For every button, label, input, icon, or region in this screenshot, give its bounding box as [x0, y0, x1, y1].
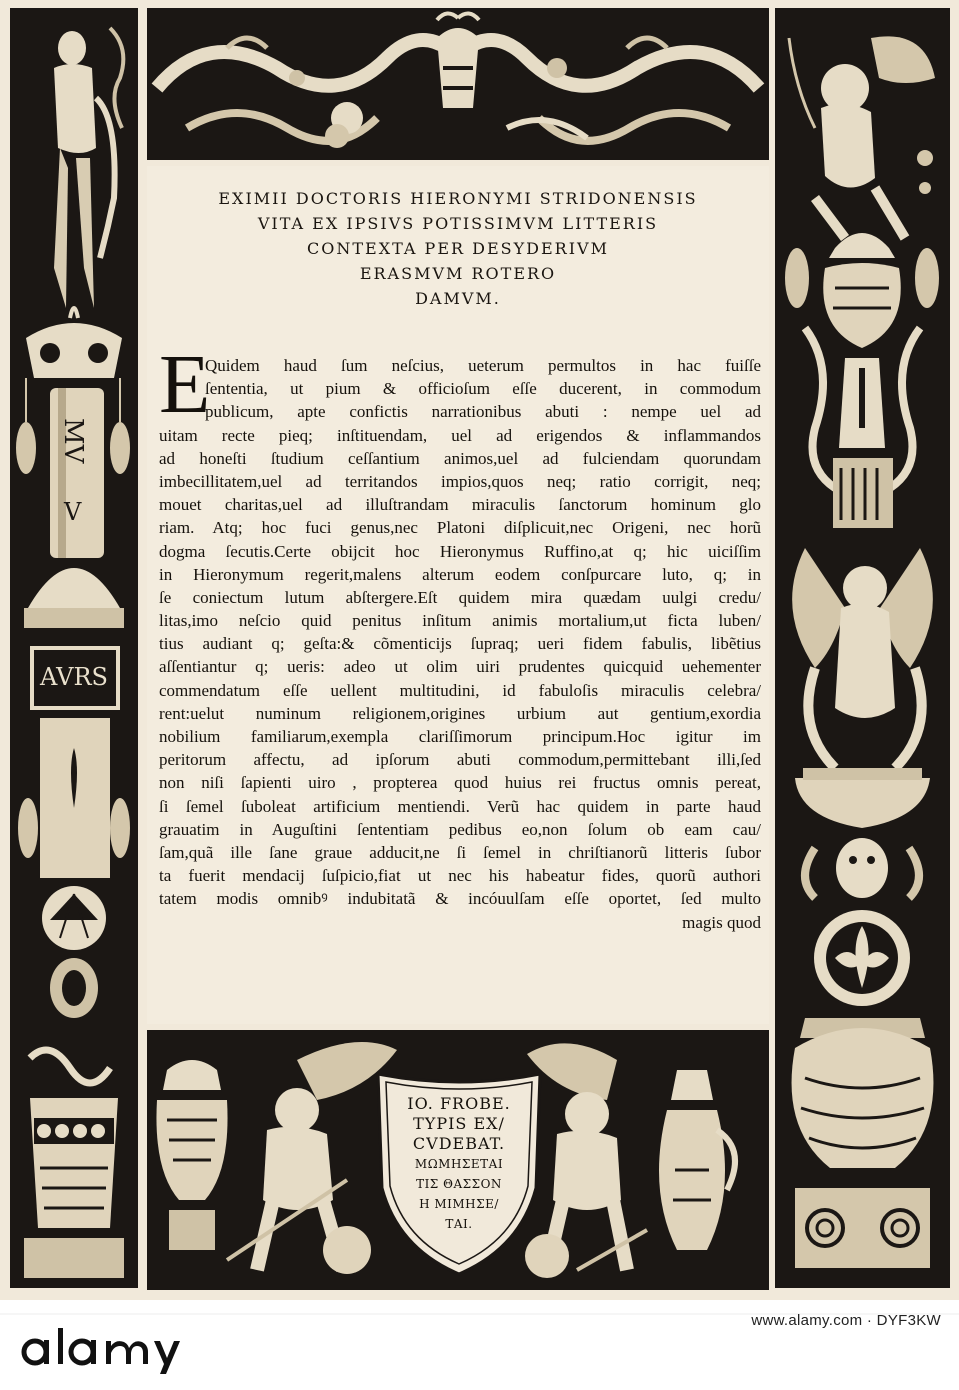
drop-capital: E: [159, 338, 211, 431]
heading-line: VITA EX IPSIVS POTISSIMVM LITTERIS: [257, 214, 659, 233]
text-line: rent:uelut numinum religionem,origines urbium aut gentium,exordia: [159, 703, 761, 723]
text-line: litas,imo neſcio quid penitus inſitum animis mortalium,ut ficta luben/: [159, 611, 761, 631]
heading-line: ERASMVM ROTERO: [359, 264, 557, 283]
text-line: ſententia, ut pium & officioſum eſſe ducerent, in commodum: [205, 379, 761, 399]
left-woodcut-border: [10, 8, 138, 1288]
text-line: ſi ſemel ſuboleat artificium mentiendi. Verũ hac quidem in parte haud: [159, 796, 761, 816]
text-line: grauatim in Auguſtini ſententiam pedibus eo,non ſolum ob eam cau/: [159, 819, 761, 839]
imprint-greek-line: Η ΜΙΜΗΣΕ/: [419, 1197, 499, 1211]
heading-line: EXIMII DOCTORIS HIERONYMI STRIDONENSIS: [218, 189, 698, 208]
text-line: aſſentiantur q; ueris: adeo ut olim uiri prudentes quicquid uehementer: [159, 657, 761, 677]
text-line: ſam,quã ille ſane graue adducit,ne ſi ſemel in chriſtianorũ litteris ſubor: [159, 842, 761, 862]
right-border-ornament-art: [775, 8, 950, 1288]
text-line: tatem modis omnibꝰ indubitatã & incóuulſam eſſe oportet, ſed multo: [159, 889, 761, 909]
text-line: imbecillitatem,uel ad territandos impios,quos neq; ratio corrigit, neq;: [159, 471, 761, 491]
title-heading: [147, 186, 769, 311]
imprint-line: IO. FROBE.: [407, 1094, 511, 1113]
imprint-line: TYPIS EX/: [413, 1114, 505, 1133]
right-woodcut-border: [775, 8, 950, 1288]
text-line: nobilium familiarum,exempla clariſſimorum principum.Hoc igitur im: [159, 727, 761, 746]
text-line: tius audiant q; geſta:& cõmenticijs ſupraq; ueri fidem fabulis, libẽtius: [159, 634, 761, 654]
pillar-inscription-lower: AVRS: [40, 663, 108, 691]
text-line: ta fuerit mendacij ſuſpicio,fiat ut nec his habeatur fides, quorũ authori: [159, 866, 761, 886]
text-line: mouet charitas,uel ad illuſtrandam miraculis ſanctorum hominum glo: [159, 495, 761, 515]
pillar-inscription-upper: MV: [58, 418, 88, 464]
imprint-greek-line: ΤΙΣ ΘΑΣΣΟΝ: [416, 1177, 502, 1191]
text-line: uitam recte pieq; inſtituendam, uel ad erigendos & inflammandos: [159, 425, 761, 445]
stock-watermark-bar: [0, 1300, 959, 1390]
top-border-scrollwork-art: [147, 8, 769, 160]
pillar-inscription-upper-2: V: [64, 498, 82, 526]
text-line: peritorum affectu, ad ipſorum abuti commodum,permittebant illi,ſed: [159, 750, 761, 770]
imprint-greek-line: ΤΑΙ.: [445, 1217, 473, 1231]
imprint-line: CVDEBAT.: [412, 1134, 506, 1153]
text-line: dogma ſecutis.Certe obijcit hoc Hieronymus Ruffino,at q; hic uiciſſim: [159, 541, 761, 561]
body-text: [159, 354, 761, 934]
printer-shield: [370, 1068, 548, 1278]
text-line: non niſi ſapienti uiro , propterea quod huius rei fructus omnis pereat,: [159, 773, 761, 793]
text-line: publicum, apte confictis narrationibus abuti : nempe uel ad: [205, 402, 761, 422]
text-line: Quidem haud ſum neſcius, ueterum permultos in hac fuiſſe: [205, 356, 761, 375]
stock-image-id: www.alamy.com · DYF3KW: [751, 1312, 941, 1329]
heading-line: CONTEXTA PER DESYDERIVM: [307, 239, 609, 258]
text-line: riam. Atq; hoc fuci genus,nec Platoni diſplicuit,nec Origeni, nec horũ: [159, 518, 761, 538]
text-line: commendatum eſſe uellent multitudini, id fabuloſis miraculis celebra/: [159, 680, 761, 700]
heading-line: DAMVM.: [415, 289, 501, 308]
text-line: ad honeſti ſtudium ceſſantium animos,uel ad fulciendam quorundam: [159, 448, 761, 468]
imprint-text: [370, 1094, 548, 1234]
text-line: ſe coniectum lutum abſtergere.Eſt quidem mira quædam uulgi credu/: [159, 587, 761, 607]
main-text-panel: [147, 166, 769, 1024]
text-line: in Hieronymum regerit,malens alterum eodem conſpurcare luto, q; in: [159, 564, 761, 584]
left-border-ornament-art: [10, 8, 138, 1288]
imprint-greek-line: ΜΩΜΗΣΕΤΑΙ: [414, 1157, 504, 1171]
top-woodcut-border: [147, 8, 769, 160]
text-line: magis quod: [682, 912, 761, 932]
